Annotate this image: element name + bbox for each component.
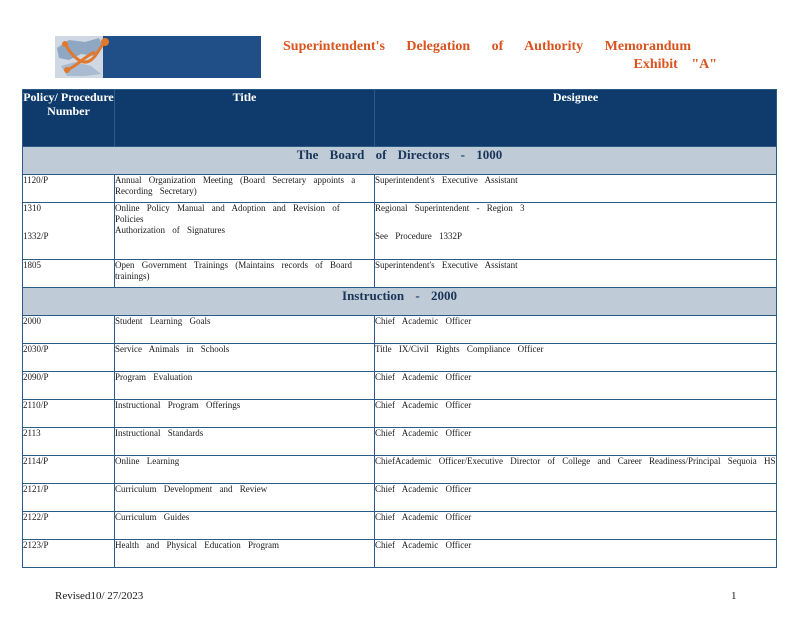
table-header-row — [23, 90, 777, 147]
policy-title: Student Learning Goals — [115, 316, 375, 344]
policy-number-pair — [23, 203, 115, 260]
page-number: 1 — [731, 590, 737, 602]
policy-title: Curriculum Guides — [115, 512, 375, 540]
policy-title: Health and Physical Education Program — [115, 540, 375, 568]
memorandum-title — [283, 38, 743, 74]
policy-designee: Superintendent's Executive Assistant — [375, 175, 777, 203]
policy-number: 2110/P — [23, 400, 115, 428]
table-row — [23, 316, 777, 344]
policy-number: 1310 — [23, 203, 41, 213]
table-row — [23, 428, 777, 456]
policy-designee: Regional Superintendent - Region 3 — [375, 203, 525, 213]
policy-title: Instructional Standards — [115, 428, 375, 456]
table-row — [23, 400, 777, 428]
policy-designee: Chief Academic Officer — [375, 316, 777, 344]
policy-title: Service Animals in Schools — [115, 344, 375, 372]
policy-designee: See Procedure 1332P — [375, 231, 462, 241]
policy-designee: Chief Academic Officer — [375, 372, 777, 400]
policy-number: 2113 — [23, 428, 115, 456]
table-row — [23, 260, 777, 288]
section-heading-row — [23, 288, 777, 316]
policy-number: 1120/P — [23, 175, 115, 203]
title-line-1: Superintendent's Delegation of Authority Memorandum — [283, 39, 691, 54]
table-row — [23, 203, 777, 260]
policy-number: 1805 — [23, 260, 115, 288]
policy-title: Instructional Program Offerings — [115, 400, 375, 428]
table-row — [23, 456, 777, 484]
section-heading-row — [23, 147, 777, 175]
policy-title: Authorization of Signatures — [115, 225, 225, 235]
policy-title: Open Government Trainings (Maintains records of Board trainings) — [115, 260, 375, 288]
title-line-2: Exhibit "A" — [633, 57, 717, 72]
section-heading: The Board of Directors - 1000 — [23, 147, 777, 175]
policy-title: Program Evaluation — [115, 372, 375, 400]
policy-designee: Chief Academic Officer — [375, 400, 777, 428]
policy-number: 2122/P — [23, 512, 115, 540]
column-header-designee: Designee — [375, 90, 777, 147]
policy-designee: Chief Academic Officer — [375, 540, 777, 568]
table-row — [23, 175, 777, 203]
delegation-table — [22, 89, 777, 568]
policy-designee-pair — [375, 203, 777, 260]
policy-designee: ChiefAcademic Officer/Executive Director of College and Career Readiness/Principal Sequoia HS — [375, 456, 777, 484]
policy-designee: Chief Academic Officer — [375, 512, 777, 540]
policy-title: Online Policy Manual and Adoption and Revision of Policies — [115, 203, 340, 224]
policy-designee: Chief Academic Officer — [375, 428, 777, 456]
table-row — [23, 344, 777, 372]
policy-title-pair — [115, 203, 375, 260]
policy-number: 2114/P — [23, 456, 115, 484]
table-row — [23, 372, 777, 400]
policy-designee: Superintendent's Executive Assistant — [375, 260, 777, 288]
policy-number: 2000 — [23, 316, 115, 344]
policy-title: Online Learning — [115, 456, 375, 484]
policy-designee: Chief Academic Officer — [375, 484, 777, 512]
table-row — [23, 484, 777, 512]
policy-number: 1332/P — [23, 231, 49, 241]
policy-title: Curriculum Development and Review — [115, 484, 375, 512]
table-row — [23, 512, 777, 540]
policy-number: 2090/P — [23, 372, 115, 400]
policy-designee: Title IX/Civil Rights Compliance Officer — [375, 344, 777, 372]
section-heading: Instruction - 2000 — [23, 288, 777, 316]
policy-number: 2123/P — [23, 540, 115, 568]
revised-date: Revised10/ 27/2023 — [55, 590, 144, 602]
policy-title: Annual Organization Meeting (Board Secretary appoints a Recording Secretary) — [115, 175, 375, 203]
policy-number: 2121/P — [23, 484, 115, 512]
table-row — [23, 540, 777, 568]
policy-number: 2030/P — [23, 344, 115, 372]
column-header-title: Title — [115, 90, 375, 147]
district-logo — [55, 36, 261, 78]
column-header-number: Policy/ Procedure Number — [23, 90, 115, 147]
